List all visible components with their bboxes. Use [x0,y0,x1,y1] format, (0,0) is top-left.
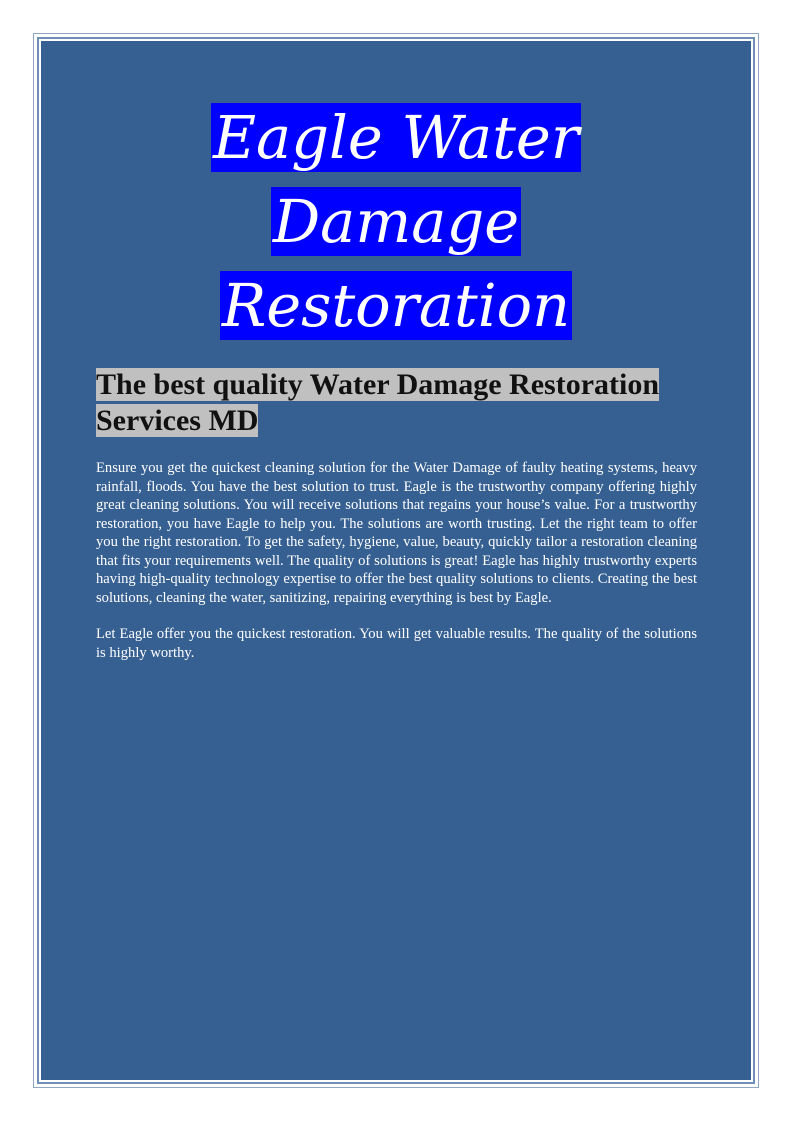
body-paragraph-1: Ensure you get the quickest cleaning solution for the Water Damage of faulty heating systems, heavy rainfall, floods. You have the best solution to trust. Eagle is the trustworthy company offering highly great cleaning solutions. You will receive solutions that regains your house’s value. For a trustworthy restoration, you have Eagle to help you. The solutions are worth trusting. Let the right team to offer you the right restoration. To get the safety, hygiene, value, beauty, quickly tailor a restoration cleaning that fits your requirements well. The quality of solutions is great! Eagle has highly trustworthy experts having high-quality technology expertise to offer the best quality solutions to clients. Creating the best solutions, cleaning the water, sanitizing, repairing everything is best by Eagle. [96,460,697,606]
title-line-1: Eagle Water [212,103,580,172]
subtitle-text: The best quality Water Damage Restoration Services MD [96,368,660,437]
content-panel [41,41,751,1080]
document-subtitle [96,367,696,439]
title-line-3: Restoration [221,271,571,340]
title-line-2: Damage [272,187,520,256]
body-paragraph-2: Let Eagle offer you the quickest restoration. You will get valuable results. The quality of the solutions is highly worthy. [96,626,697,661]
document-title [41,96,751,348]
body-text [96,459,697,680]
